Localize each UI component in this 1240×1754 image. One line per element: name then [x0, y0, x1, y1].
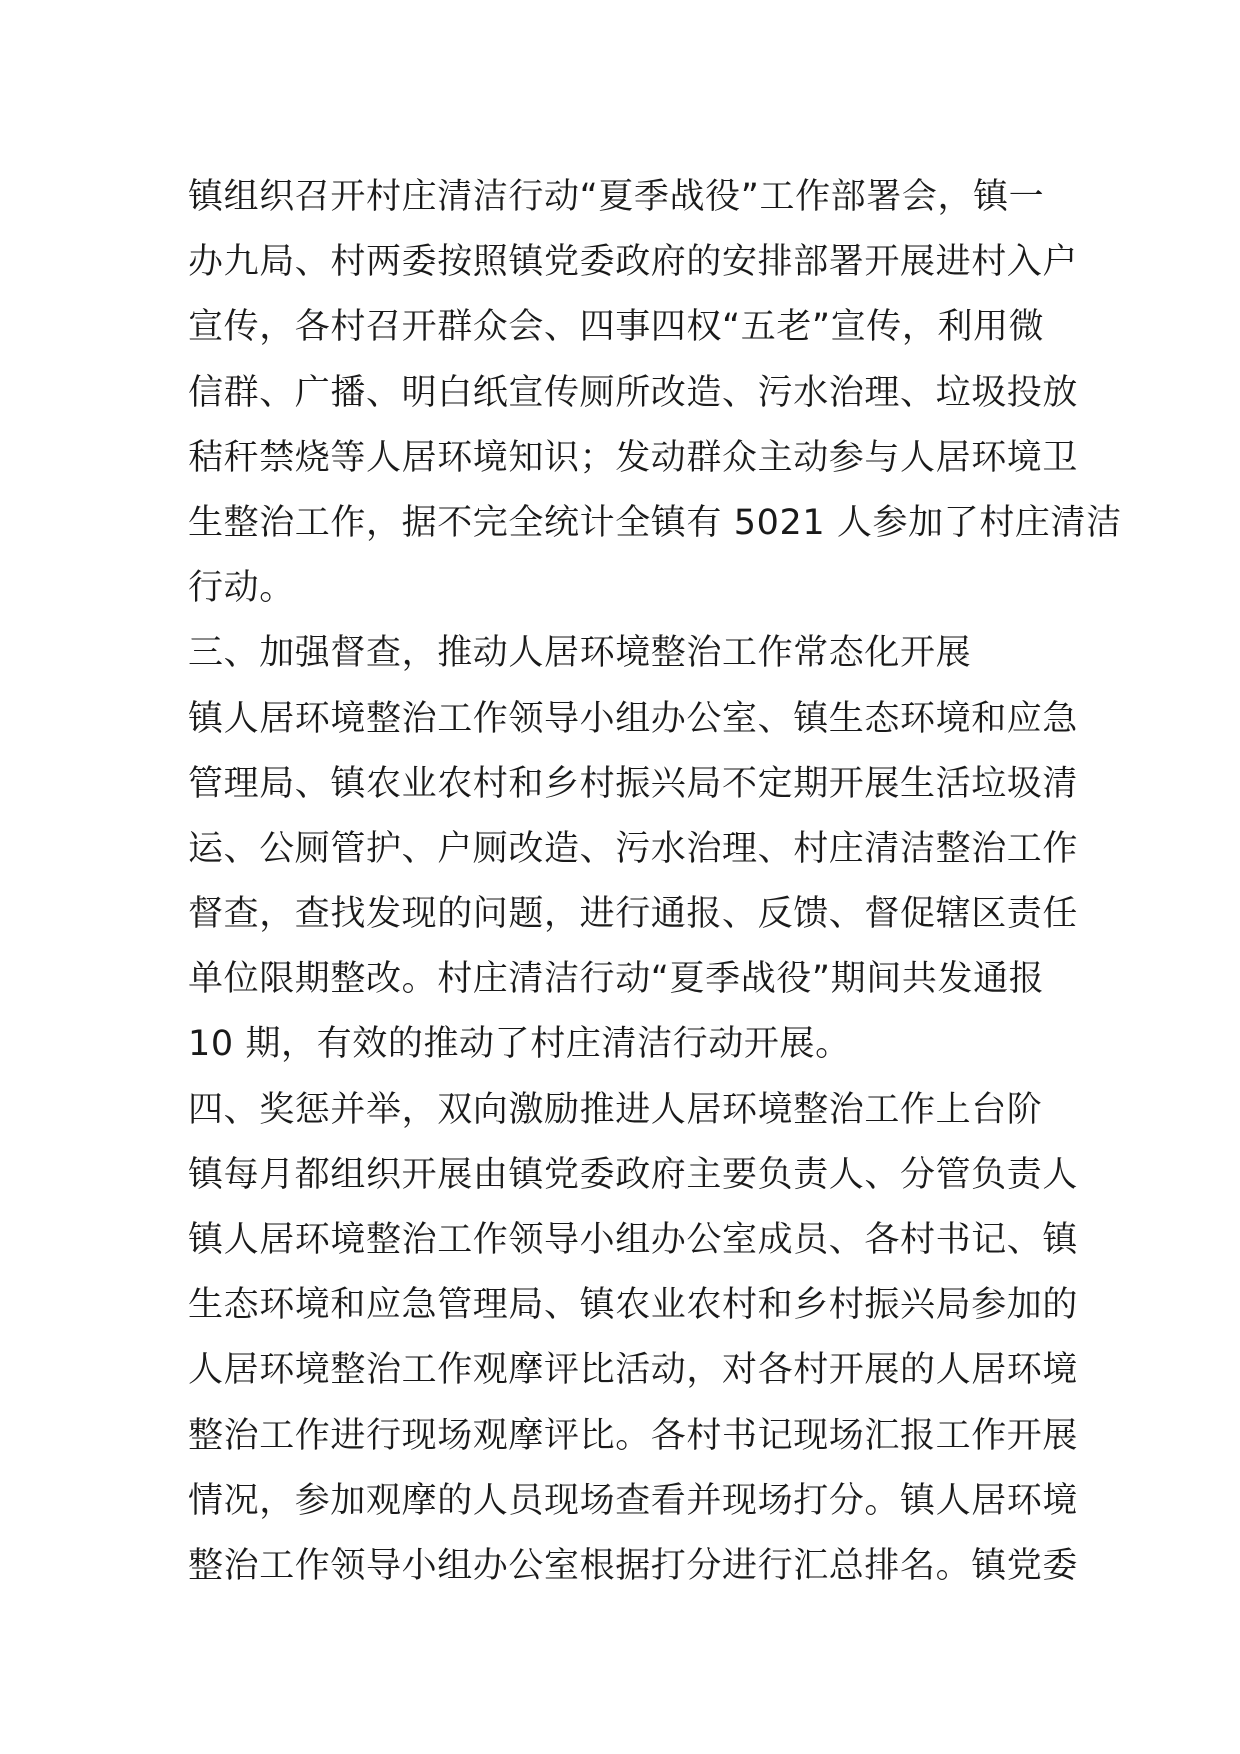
text-line: 运、公厕管护、户厕改造、污水治理、村庄清洁整治工作	[188, 828, 1079, 869]
text-line: 管理局、镇农业农村和乡村振兴局不定期开展生活垃圾清	[188, 763, 1079, 804]
text-line: 10 期，有效的推动了村庄清洁行动开展。	[188, 1024, 851, 1065]
document-body	[188, 165, 1122, 1599]
text-line: 整治工作进行现场观摩评比。各村书记现场汇报工作开展	[188, 1415, 1079, 1456]
text-line: 秸秆禁烧等人居环境知识；发动群众主动参与人居环境卫	[188, 437, 1079, 478]
text-line: 整治工作领导小组办公室根据打分进行汇总排名。镇党委	[188, 1545, 1079, 1586]
text-line: 办九局、村两委按照镇党委政府的安排部署开展进村入户	[188, 242, 1079, 283]
text-line: 镇组织召开村庄清洁行动“夏季战役”工作部署会，镇一	[188, 177, 1045, 217]
text-line: 督查，查找发现的问题，进行通报、反馈、督促辖区责任	[188, 894, 1079, 935]
section-heading: 四、奖惩并举，双向激励推进人居环境整治工作上台阶	[188, 1089, 1043, 1130]
text-line: 情况，参加观摩的人员现场查看并现场打分。镇人居环境	[188, 1480, 1079, 1521]
text-line: 信群、广播、明白纸宣传厕所改造、污水治理、垃圾投放	[188, 372, 1079, 413]
text-line: 生整治工作，据不完全统计全镇有 5021 人参加了村庄清洁	[188, 502, 1122, 543]
section-heading: 三、加强督查，推动人居环境整治工作常态化开展	[188, 633, 972, 674]
text-line: 人居环境整治工作观摩评比活动，对各村开展的人居环境	[188, 1350, 1079, 1391]
text-line: 镇人居环境整治工作领导小组办公室成员、各村书记、镇	[188, 1220, 1079, 1260]
text-line: 镇人居环境整治工作领导小组办公室、镇生态环境和应急	[188, 698, 1079, 739]
text-line: 镇每月都组织开展由镇党委政府主要负责人、分管负责人	[188, 1154, 1079, 1195]
text-line: 单位限期整改。村庄清洁行动“夏季战役”期间共发通报	[188, 959, 1045, 1000]
text-line: 行动。	[188, 568, 295, 609]
text-line: 宣传，各村召开群众会、四事四权“五老”宣传，利用微	[188, 307, 1045, 348]
text-line: 生态环境和应急管理局、镇农业农村和乡村振兴局参加的	[188, 1285, 1079, 1326]
